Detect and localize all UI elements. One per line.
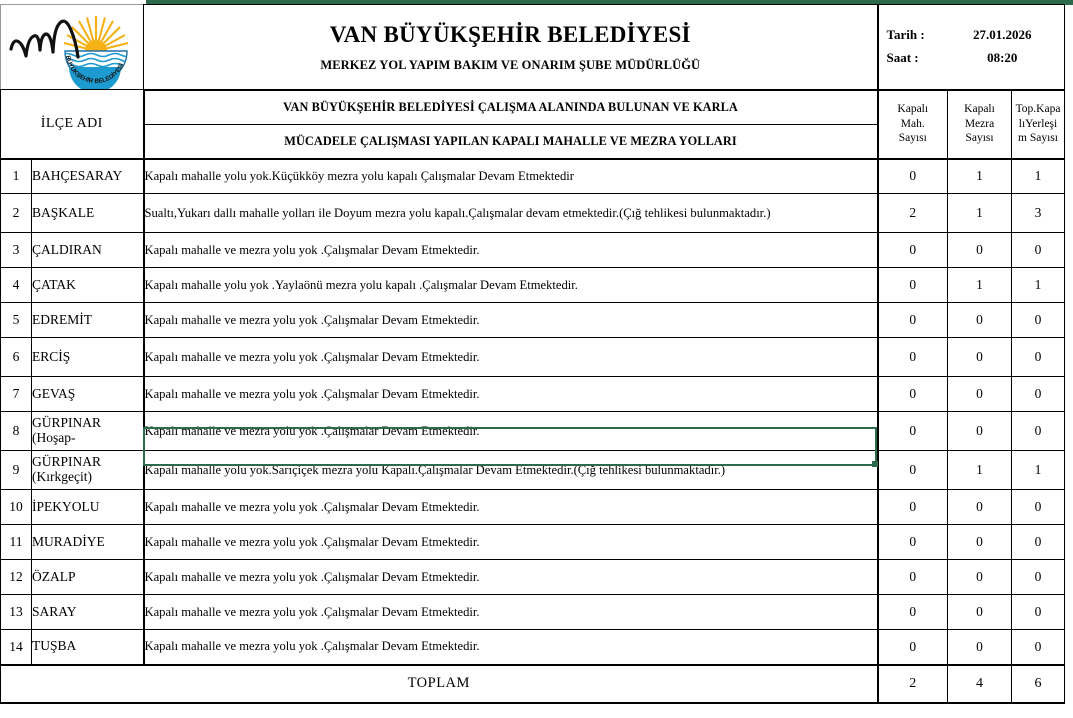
row-toplam[interactable]: 0 bbox=[1012, 525, 1065, 560]
row-district-name: TUŞBA bbox=[32, 638, 77, 654]
col-header-description-line2: MÜCADELE ÇALIŞMASI YAPILAN KAPALI MAHALLE VE MEZRA YOLLARI bbox=[145, 124, 877, 158]
date-value: 27.01.2026 bbox=[973, 27, 1032, 42]
row-district[interactable] bbox=[32, 630, 144, 665]
col-header-description bbox=[144, 90, 878, 159]
row-district-name: İPEKYOLU bbox=[32, 498, 100, 514]
row-district[interactable] bbox=[32, 159, 144, 194]
table-row[interactable] bbox=[1, 412, 1065, 451]
row-district[interactable] bbox=[32, 525, 144, 560]
row-toplam[interactable]: 0 bbox=[1012, 490, 1065, 525]
row-index: 6 bbox=[1, 338, 32, 377]
total-row bbox=[1, 665, 1065, 703]
row-kapali-mezra[interactable]: 1 bbox=[948, 451, 1012, 490]
row-district[interactable] bbox=[32, 338, 144, 377]
row-kapali-mah[interactable]: 0 bbox=[878, 233, 948, 268]
row-index: 12 bbox=[1, 560, 32, 595]
total-kapali-mezra: 4 bbox=[948, 665, 1012, 703]
row-toplam[interactable]: 0 bbox=[1012, 630, 1065, 665]
col-header-kapali-mah-l3: Sayısı bbox=[898, 132, 927, 145]
total-toplam: 6 bbox=[1012, 665, 1065, 703]
municipality-logo bbox=[3, 5, 141, 89]
row-district-name: GÜRPINAR bbox=[32, 415, 102, 431]
row-toplam[interactable]: 1 bbox=[1012, 451, 1065, 490]
row-kapali-mah[interactable]: 0 bbox=[878, 159, 948, 194]
col-header-kapali-mezra bbox=[948, 90, 1012, 159]
row-toplam[interactable]: 3 bbox=[1012, 194, 1065, 233]
table-row[interactable] bbox=[1, 560, 1065, 595]
row-kapali-mah[interactable]: 0 bbox=[878, 630, 948, 665]
row-kapali-mezra[interactable]: 0 bbox=[948, 377, 1012, 412]
row-toplam[interactable]: 0 bbox=[1012, 412, 1065, 451]
logo-cell bbox=[1, 5, 144, 90]
table-row[interactable] bbox=[1, 525, 1065, 560]
row-index: 3 bbox=[1, 233, 32, 268]
row-kapali-mah[interactable]: 0 bbox=[878, 412, 948, 451]
table-row[interactable] bbox=[1, 377, 1065, 412]
row-index: 2 bbox=[1, 194, 32, 233]
row-description-active[interactable]: Kapalı mahalle ve mezra yolu yok .Çalışmalar Devam Etmektedir. bbox=[144, 412, 878, 451]
table-row[interactable] bbox=[1, 303, 1065, 338]
row-kapali-mezra[interactable]: 0 bbox=[948, 490, 1012, 525]
row-index: 14 bbox=[1, 630, 32, 665]
document-title-cell bbox=[144, 5, 878, 90]
row-kapali-mezra[interactable]: 0 bbox=[948, 338, 1012, 377]
row-district-name: ÇALDIRAN bbox=[32, 241, 102, 257]
row-index: 8 bbox=[1, 412, 32, 451]
row-description[interactable]: Sualtı,Yukarı dallı mahalle yolları ile Doyum mezra yolu kapalı.Çalışmalar devam etmektedir.(Çığ tehlikesi bulunmaktadır.) bbox=[144, 194, 878, 233]
row-toplam[interactable]: 1 bbox=[1012, 268, 1065, 303]
row-description[interactable]: Kapalı mahalle ve mezra yolu yok .Çalışmalar Devam Etmektedir. bbox=[144, 630, 878, 665]
row-index: 5 bbox=[1, 303, 32, 338]
page-title: VAN BÜYÜKŞEHİR BELEDİYESİ bbox=[329, 22, 691, 48]
row-district[interactable] bbox=[32, 303, 144, 338]
date-label: Tarih : bbox=[886, 27, 925, 42]
page-subtitle: MERKEZ YOL YAPIM BAKIM VE ONARIM ŞUBE MÜDÜRLÜĞÜ bbox=[320, 58, 701, 73]
row-kapali-mezra[interactable]: 1 bbox=[948, 268, 1012, 303]
row-kapali-mah[interactable]: 0 bbox=[878, 525, 948, 560]
row-description[interactable]: Kapalı mahalle ve mezra yolu yok .Çalışmalar Devam Etmektedir. bbox=[144, 338, 878, 377]
row-district-name: ÖZALP bbox=[32, 568, 76, 584]
row-kapali-mah[interactable]: 0 bbox=[878, 451, 948, 490]
col-header-kapali-mezra-l1: Kapalı bbox=[964, 102, 995, 115]
row-description[interactable]: Kapalı mahalle ve mezra yolu yok .Çalışmalar Devam Etmektedir. bbox=[144, 560, 878, 595]
row-toplam[interactable]: 0 bbox=[1012, 560, 1065, 595]
row-description[interactable]: Kapalı mahalle ve mezra yolu yok .Çalışmalar Devam Etmektedir. bbox=[144, 303, 878, 338]
table-row[interactable] bbox=[1, 338, 1065, 377]
total-kapali-mah: 2 bbox=[878, 665, 948, 703]
row-district-name: ÇATAK bbox=[32, 276, 76, 292]
row-kapali-mezra[interactable]: 0 bbox=[948, 560, 1012, 595]
table-row[interactable] bbox=[1, 595, 1065, 630]
col-header-kapali-mezra-l2: Mezra bbox=[964, 117, 995, 130]
row-description[interactable]: Kapalı mahalle yolu yok.Sarıçiçek mezra yolu Kapalı.Çalışmalar Devam Etmektedir.(Çığ tehlikesi bulunmaktadır.) bbox=[144, 451, 878, 490]
row-kapali-mah[interactable]: 0 bbox=[878, 595, 948, 630]
table-row[interactable] bbox=[1, 194, 1065, 233]
col-header-kapali-mah bbox=[878, 90, 948, 159]
row-district[interactable] bbox=[32, 451, 144, 490]
row-district[interactable] bbox=[32, 268, 144, 303]
row-description[interactable]: Kapalı mahalle ve mezra yolu yok .Çalışmalar Devam Etmektedir. bbox=[144, 490, 878, 525]
col-header-description-line1: VAN BÜYÜKŞEHİR BELEDİYESİ ÇALIŞMA ALANINDA BULUNAN VE KARLA bbox=[283, 99, 738, 114]
row-description[interactable]: Kapalı mahalle ve mezra yolu yok .Çalışmalar Devam Etmektedir. bbox=[144, 595, 878, 630]
row-kapali-mezra[interactable]: 1 bbox=[948, 159, 1012, 194]
row-district-name: EDREMİT bbox=[32, 311, 92, 327]
row-district[interactable] bbox=[32, 377, 144, 412]
row-district-name: BAŞKALE bbox=[32, 204, 95, 220]
row-kapali-mezra[interactable]: 0 bbox=[948, 525, 1012, 560]
row-kapali-mezra[interactable]: 0 bbox=[948, 630, 1012, 665]
row-index: 13 bbox=[1, 595, 32, 630]
row-index: 7 bbox=[1, 377, 32, 412]
time-value: 08:20 bbox=[987, 49, 1018, 65]
row-kapali-mah[interactable]: 0 bbox=[878, 377, 948, 412]
logo-ring-text: BÜYÜKŞEHİR BELEDİYESİ bbox=[64, 54, 126, 86]
row-kapali-mah[interactable]: 0 bbox=[878, 303, 948, 338]
total-label: TOPLAM bbox=[1, 665, 878, 703]
row-index: 10 bbox=[1, 490, 32, 525]
row-toplam[interactable]: 0 bbox=[1012, 595, 1065, 630]
datetime-cell bbox=[878, 5, 1065, 90]
table-row[interactable] bbox=[1, 159, 1065, 194]
row-toplam[interactable]: 0 bbox=[1012, 233, 1065, 268]
time-row bbox=[879, 47, 1065, 70]
header-band-row bbox=[1, 5, 1065, 90]
col-header-kapali-mezra-l3: Sayısı bbox=[965, 132, 994, 145]
row-toplam[interactable]: 0 bbox=[1012, 338, 1065, 377]
row-kapali-mezra[interactable]: 1 bbox=[948, 194, 1012, 233]
row-index: 4 bbox=[1, 268, 32, 303]
row-district[interactable] bbox=[32, 194, 144, 233]
row-kapali-mah[interactable]: 0 bbox=[878, 560, 948, 595]
row-district-name: GEVAŞ bbox=[32, 385, 76, 401]
row-district[interactable] bbox=[32, 490, 144, 525]
row-district-name-2: (Kırkgeçit) bbox=[32, 469, 92, 484]
row-index: 11 bbox=[1, 525, 32, 560]
row-toplam[interactable]: 0 bbox=[1012, 303, 1065, 338]
table-row[interactable] bbox=[1, 451, 1065, 490]
row-district-name: BAHÇESARAY bbox=[32, 167, 123, 183]
row-district-name: ERCİŞ bbox=[32, 348, 71, 364]
col-header-toplam-l2: lıYerleşi bbox=[1018, 117, 1058, 130]
date-row bbox=[879, 24, 1065, 47]
row-description[interactable]: Kapalı mahalle ve mezra yolu yok .Çalışmalar Devam Etmektedir. bbox=[144, 233, 878, 268]
col-header-toplam-l3: m Sayısı bbox=[1018, 132, 1058, 145]
table-row[interactable] bbox=[1, 233, 1065, 268]
col-header-kapali-mah-l1: Kapalı bbox=[897, 102, 929, 115]
row-kapali-mah[interactable]: 0 bbox=[878, 338, 948, 377]
row-district-name: GÜRPINAR bbox=[32, 454, 102, 470]
row-district[interactable] bbox=[32, 412, 144, 451]
row-index: 1 bbox=[1, 159, 32, 194]
column-heading-row bbox=[1, 90, 1065, 159]
time-label: Saat : bbox=[886, 49, 919, 65]
col-header-kapali-mah-l2: Mah. bbox=[900, 117, 925, 130]
row-kapali-mah[interactable]: 0 bbox=[878, 268, 948, 303]
table-row[interactable] bbox=[1, 268, 1065, 303]
col-header-ilce-adi: İLÇE ADI bbox=[1, 90, 144, 159]
row-description[interactable]: Kapalı mahalle yolu yok .Yaylaönü mezra yolu kapalı .Çalışmalar Devam Etmektedir. bbox=[144, 268, 878, 303]
row-description[interactable]: Kapalı mahalle yolu yok.Küçükköy mezra yolu kapalı Çalışmalar Devam Etmektedir bbox=[144, 159, 878, 194]
row-description[interactable]: Kapalı mahalle ve mezra yolu yok .Çalışmalar Devam Etmektedir. bbox=[144, 377, 878, 412]
table-row[interactable] bbox=[1, 490, 1065, 525]
row-district[interactable] bbox=[32, 233, 144, 268]
row-kapali-mah[interactable]: 2 bbox=[878, 194, 948, 233]
row-kapali-mezra[interactable]: 0 bbox=[948, 233, 1012, 268]
row-index: 9 bbox=[1, 451, 32, 490]
row-toplam[interactable]: 1 bbox=[1012, 159, 1065, 194]
col-header-toplam bbox=[1012, 90, 1065, 159]
row-district-name: SARAY bbox=[32, 603, 77, 619]
row-district-name-2: (Hoşap- bbox=[32, 430, 76, 445]
col-header-toplam-l1: Top.Kapa bbox=[1015, 102, 1061, 115]
row-district[interactable] bbox=[32, 560, 144, 595]
row-kapali-mezra[interactable]: 0 bbox=[948, 412, 1012, 451]
row-description[interactable]: Kapalı mahalle ve mezra yolu yok .Çalışmalar Devam Etmektedir. bbox=[144, 525, 878, 560]
row-toplam[interactable]: 0 bbox=[1012, 377, 1065, 412]
row-kapali-mah[interactable]: 0 bbox=[878, 490, 948, 525]
row-kapali-mezra[interactable]: 0 bbox=[948, 595, 1012, 630]
row-district-name: MURADİYE bbox=[32, 533, 105, 549]
logo-svg bbox=[3, 5, 141, 89]
row-kapali-mezra[interactable]: 0 bbox=[948, 303, 1012, 338]
row-district[interactable] bbox=[32, 595, 144, 630]
report-table bbox=[0, 4, 1065, 704]
table-row[interactable] bbox=[1, 630, 1065, 665]
